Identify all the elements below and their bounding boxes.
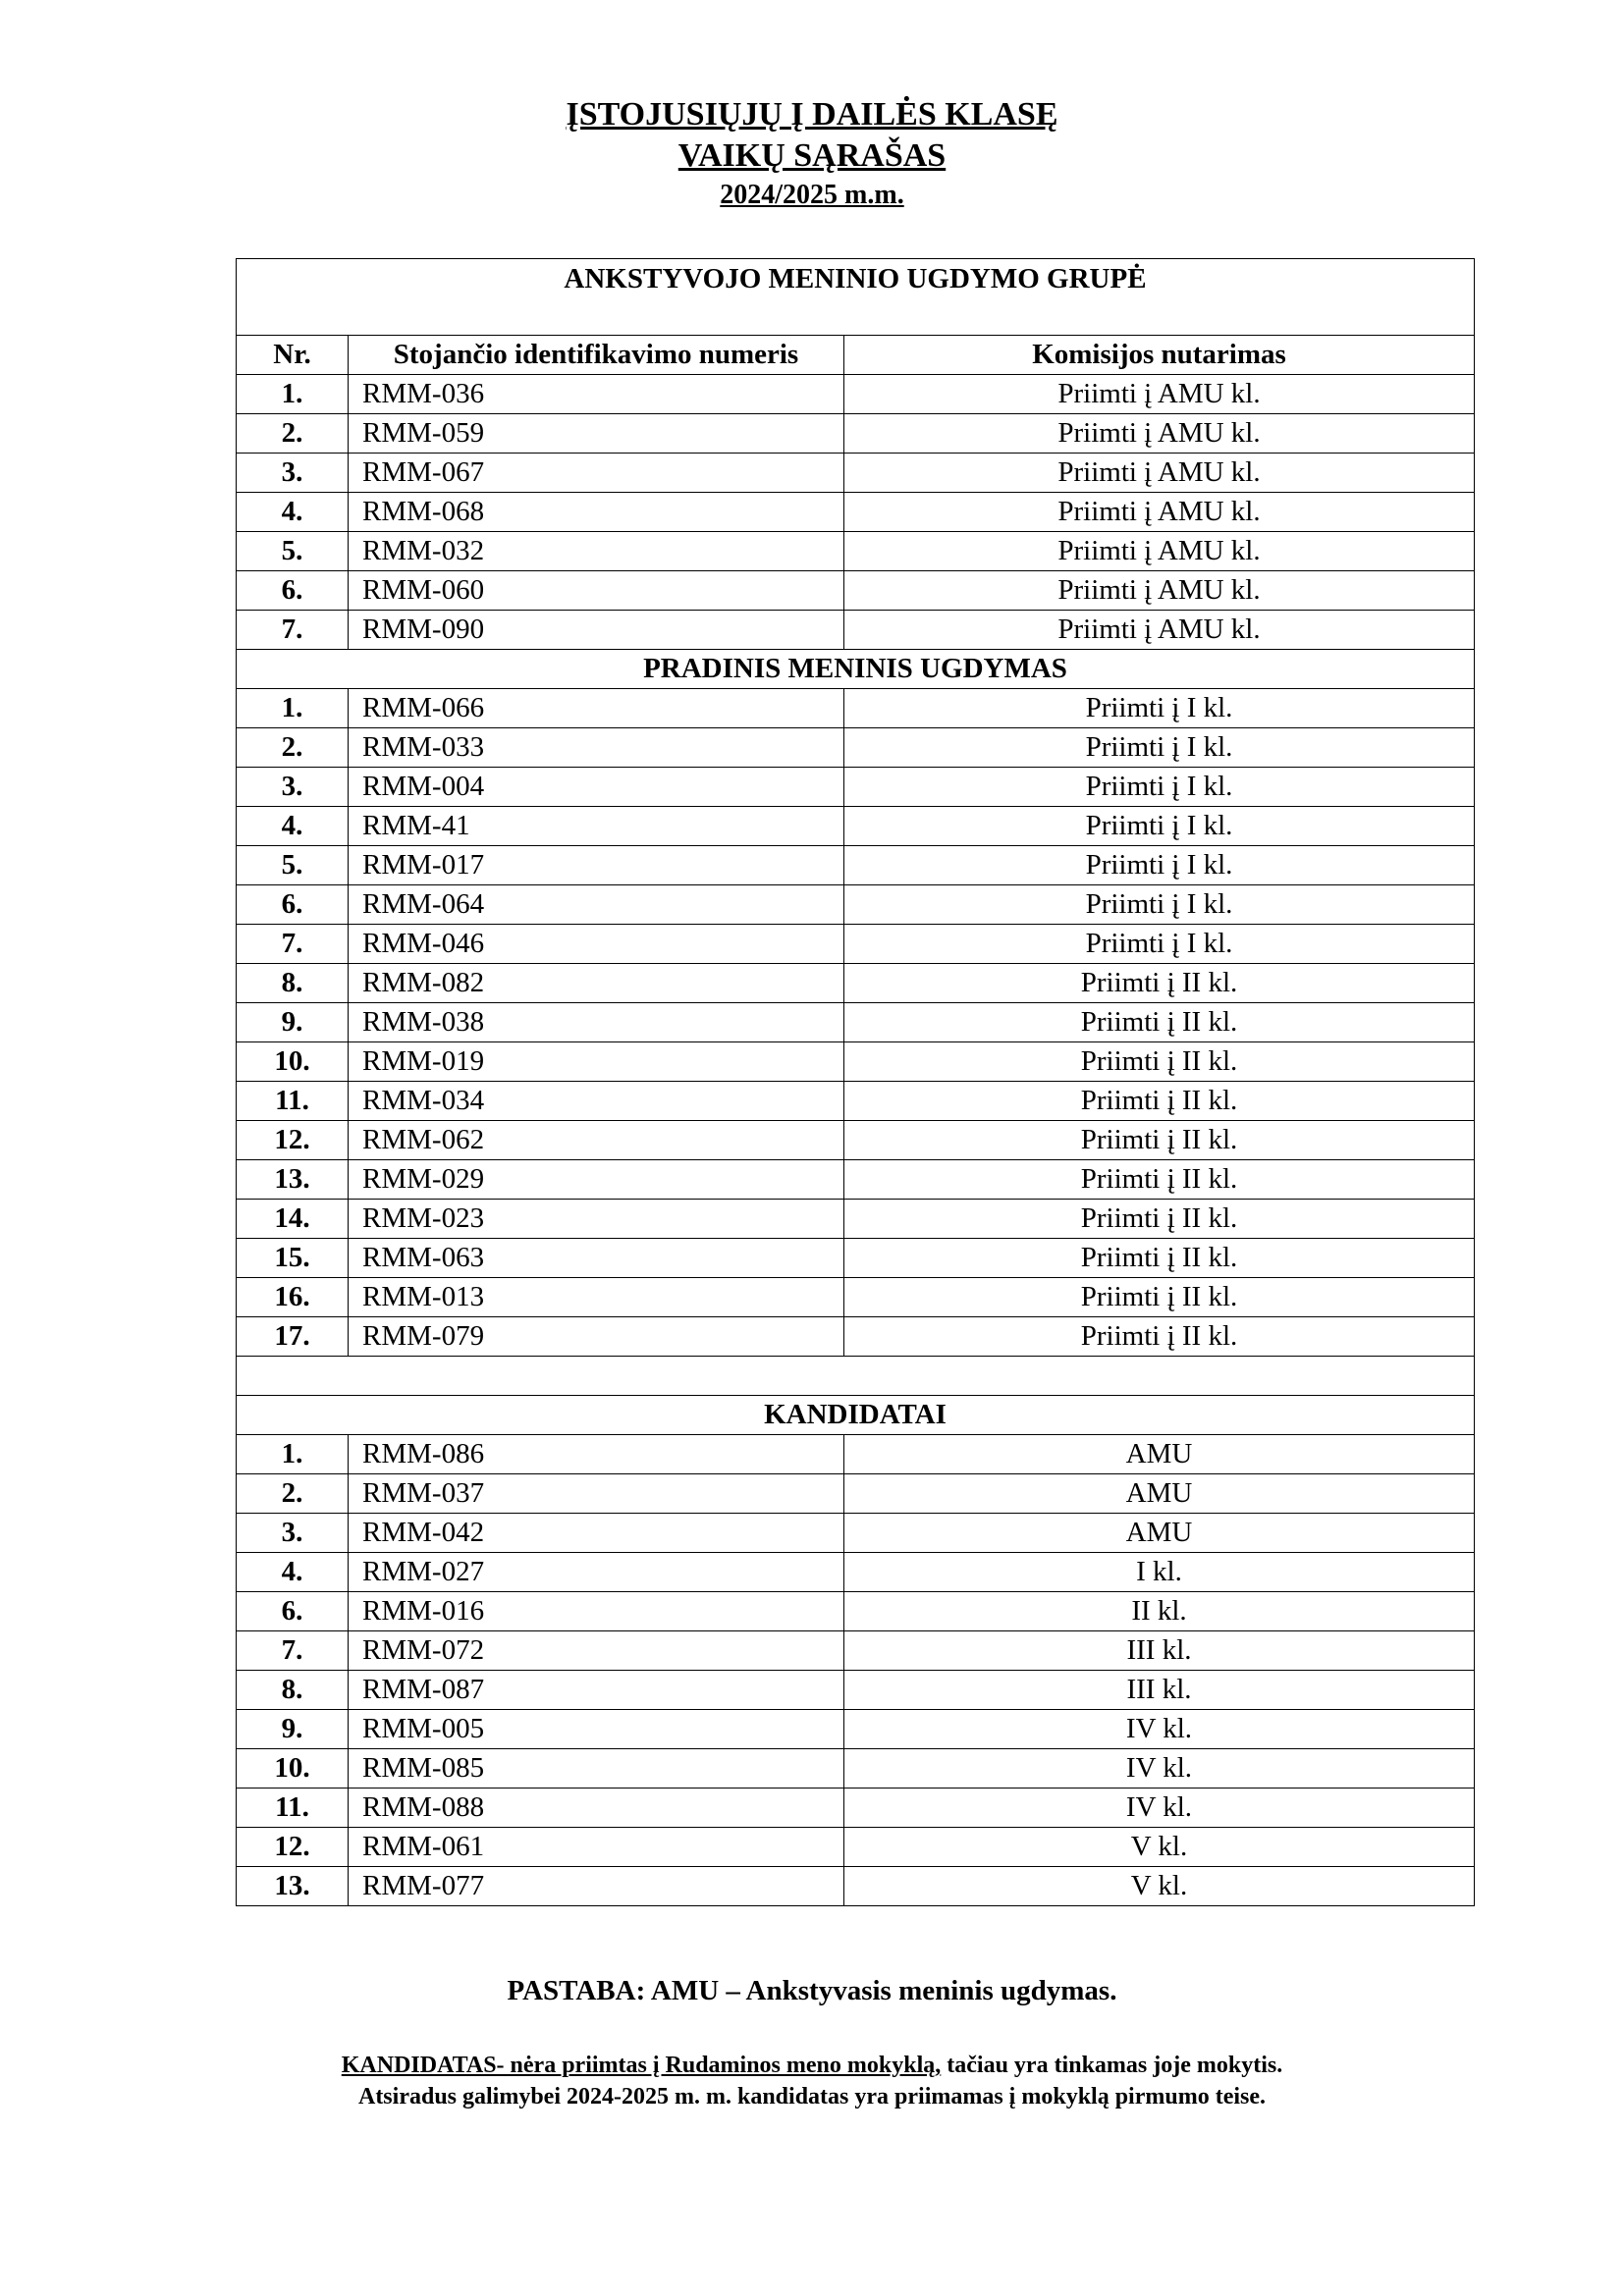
table-row [237,807,1475,846]
row-nr: 4. [237,807,349,846]
table-row [237,1121,1475,1160]
section-title-primary: PRADINIS MENINIS UGDYMAS [237,650,1475,689]
row-nr: 12. [237,1828,349,1867]
blank-cell [237,1357,1475,1396]
row-nr: 17. [237,1317,349,1357]
table-row [237,1867,1475,1906]
row-decision: Priimti į I kl. [844,728,1475,768]
table-row [237,1828,1475,1867]
row-nr: 13. [237,1867,349,1906]
row-id: RMM-004 [349,768,844,807]
footer-rest: tačiau yra tinkamas joje mokytis. [941,2053,1283,2078]
table-row [237,532,1475,571]
row-id: RMM-027 [349,1553,844,1592]
row-nr: 8. [237,1671,349,1710]
row-decision: Priimti į I kl. [844,807,1475,846]
row-decision: Priimti į AMU kl. [844,375,1475,414]
row-id: RMM-042 [349,1514,844,1553]
table-row [237,493,1475,532]
table-row [237,1042,1475,1082]
row-nr: 3. [237,768,349,807]
table-row [237,1435,1475,1474]
row-nr: 4. [237,1553,349,1592]
row-nr: 10. [237,1042,349,1082]
row-id: RMM-066 [349,689,844,728]
row-id: RMM-087 [349,1671,844,1710]
table-row [237,1200,1475,1239]
row-id: RMM-068 [349,493,844,532]
table-row [237,1631,1475,1671]
row-nr: 9. [237,1003,349,1042]
row-decision: II kl. [844,1592,1475,1631]
footer-line-2: Atsiradus galimybei 2024-2025 m. m. kandidatas yra priimamas į mokyklą pirmumo teise. [357,2084,1267,2109]
row-id: RMM-064 [349,885,844,925]
row-id: RMM-072 [349,1631,844,1671]
row-nr: 6. [237,1592,349,1631]
row-decision: Priimti į AMU kl. [844,611,1475,650]
table-row [237,1514,1475,1553]
section-header-row [237,259,1475,336]
row-nr: 6. [237,885,349,925]
row-nr: 14. [237,1200,349,1239]
table-row [237,846,1475,885]
table-row [237,1671,1475,1710]
row-decision: Priimti į II kl. [844,1278,1475,1317]
row-nr: 5. [237,532,349,571]
row-nr: 11. [237,1789,349,1828]
row-id: RMM-062 [349,1121,844,1160]
row-decision: AMU [844,1435,1475,1474]
row-nr: 10. [237,1749,349,1789]
row-id: RMM-085 [349,1749,844,1789]
row-id: RMM-034 [349,1082,844,1121]
row-id: RMM-037 [349,1474,844,1514]
row-id: RMM-013 [349,1278,844,1317]
row-nr: 7. [237,925,349,964]
row-decision: Priimti į I kl. [844,768,1475,807]
row-decision: IV kl. [844,1710,1475,1749]
section-title-early: ANKSTYVOJO MENINIO UGDYMO GRUPĖ [237,259,1475,336]
row-nr: 6. [237,571,349,611]
row-id: RMM-017 [349,846,844,885]
row-id: RMM-016 [349,1592,844,1631]
row-nr: 2. [237,414,349,454]
header-decision: Komisijos nutarimas [844,336,1475,375]
title-line-1: ĮSTOJUSIŲJŲ Į DAILĖS KLASĘ [566,96,1058,133]
table-row [237,1789,1475,1828]
table-row [237,1278,1475,1317]
row-decision: V kl. [844,1828,1475,1867]
table-row [237,571,1475,611]
row-id: RMM-077 [349,1867,844,1906]
row-nr: 5. [237,846,349,885]
row-decision: I kl. [844,1553,1475,1592]
row-id: RMM-063 [349,1239,844,1278]
admissions-table [236,258,1475,1906]
row-nr: 7. [237,1631,349,1671]
row-id: RMM-060 [349,571,844,611]
table-row [237,885,1475,925]
row-decision: Priimti į II kl. [844,1121,1475,1160]
row-decision: Priimti į II kl. [844,1042,1475,1082]
footer-underlined: KANDIDATAS- nėra priimtas į Rudaminos meno mokyklą, [341,2053,942,2078]
table-row [237,1160,1475,1200]
table-row [237,1003,1475,1042]
row-nr: 2. [237,728,349,768]
row-nr: 1. [237,1435,349,1474]
table-row [237,1553,1475,1592]
row-nr: 11. [237,1082,349,1121]
row-nr: 3. [237,454,349,493]
row-nr: 2. [237,1474,349,1514]
table-row [237,1082,1475,1121]
footer-text [0,2050,1624,2112]
row-nr: 7. [237,611,349,650]
row-id: RMM-005 [349,1710,844,1749]
row-decision: Priimti į I kl. [844,689,1475,728]
row-nr: 15. [237,1239,349,1278]
row-decision: III kl. [844,1631,1475,1671]
row-nr: 3. [237,1514,349,1553]
row-decision: Priimti į II kl. [844,1003,1475,1042]
row-id: RMM-082 [349,964,844,1003]
row-id: RMM-090 [349,611,844,650]
column-header-row [237,336,1475,375]
row-decision: Priimti į II kl. [844,1200,1475,1239]
row-id: RMM-038 [349,1003,844,1042]
table-row [237,414,1475,454]
table-row [237,768,1475,807]
section-header-row [237,1396,1475,1435]
row-id: RMM-046 [349,925,844,964]
table-row [237,1239,1475,1278]
row-decision: AMU [844,1514,1475,1553]
note: PASTABA: AMU – Ankstyvasis meninis ugdymas. [507,1975,1117,2006]
row-nr: 1. [237,689,349,728]
table-row [237,1317,1475,1357]
row-id: RMM-036 [349,375,844,414]
document-title [0,94,1624,214]
row-decision: Priimti į I kl. [844,925,1475,964]
row-id: RMM-033 [349,728,844,768]
row-id: RMM-086 [349,1435,844,1474]
row-decision: Priimti į AMU kl. [844,532,1475,571]
row-decision: Priimti į I kl. [844,846,1475,885]
table-row [237,964,1475,1003]
row-decision: Priimti į II kl. [844,1160,1475,1200]
row-nr: 13. [237,1160,349,1200]
row-id: RMM-067 [349,454,844,493]
row-decision: Priimti į II kl. [844,1239,1475,1278]
row-decision: Priimti į AMU kl. [844,493,1475,532]
row-id: RMM-023 [349,1200,844,1239]
row-id: RMM-41 [349,807,844,846]
row-decision: Priimti į II kl. [844,1317,1475,1357]
row-nr: 8. [237,964,349,1003]
row-decision: Priimti į AMU kl. [844,454,1475,493]
table-row [237,1710,1475,1749]
row-id: RMM-029 [349,1160,844,1200]
row-nr: 1. [237,375,349,414]
school-year: 2024/2025 m.m. [720,180,904,210]
row-id: RMM-061 [349,1828,844,1867]
row-decision: IV kl. [844,1749,1475,1789]
row-nr: 9. [237,1710,349,1749]
table-row [237,1474,1475,1514]
row-decision: Priimti į AMU kl. [844,414,1475,454]
row-decision: Priimti į AMU kl. [844,571,1475,611]
row-decision: Priimti į II kl. [844,964,1475,1003]
row-nr: 16. [237,1278,349,1317]
table-row [237,611,1475,650]
section-header-row [237,650,1475,689]
row-id: RMM-059 [349,414,844,454]
table-row [237,1592,1475,1631]
row-decision: V kl. [844,1867,1475,1906]
header-id: Stojančio identifikavimo numeris [349,336,844,375]
row-decision: AMU [844,1474,1475,1514]
row-decision: Priimti į II kl. [844,1082,1475,1121]
row-nr: 4. [237,493,349,532]
blank-row [237,1357,1475,1396]
row-id: RMM-032 [349,532,844,571]
row-id: RMM-079 [349,1317,844,1357]
row-nr: 12. [237,1121,349,1160]
table-row [237,689,1475,728]
table-row [237,1749,1475,1789]
table-row [237,925,1475,964]
row-id: RMM-019 [349,1042,844,1082]
title-line-2: VAIKŲ SĄRAŠAS [677,137,947,174]
row-decision: III kl. [844,1671,1475,1710]
header-nr: Nr. [237,336,349,375]
table-row [237,728,1475,768]
section-title-candidates: KANDIDATAI [237,1396,1475,1435]
row-decision: IV kl. [844,1789,1475,1828]
row-decision: Priimti į I kl. [844,885,1475,925]
row-id: RMM-088 [349,1789,844,1828]
table-row [237,454,1475,493]
table-row [237,375,1475,414]
